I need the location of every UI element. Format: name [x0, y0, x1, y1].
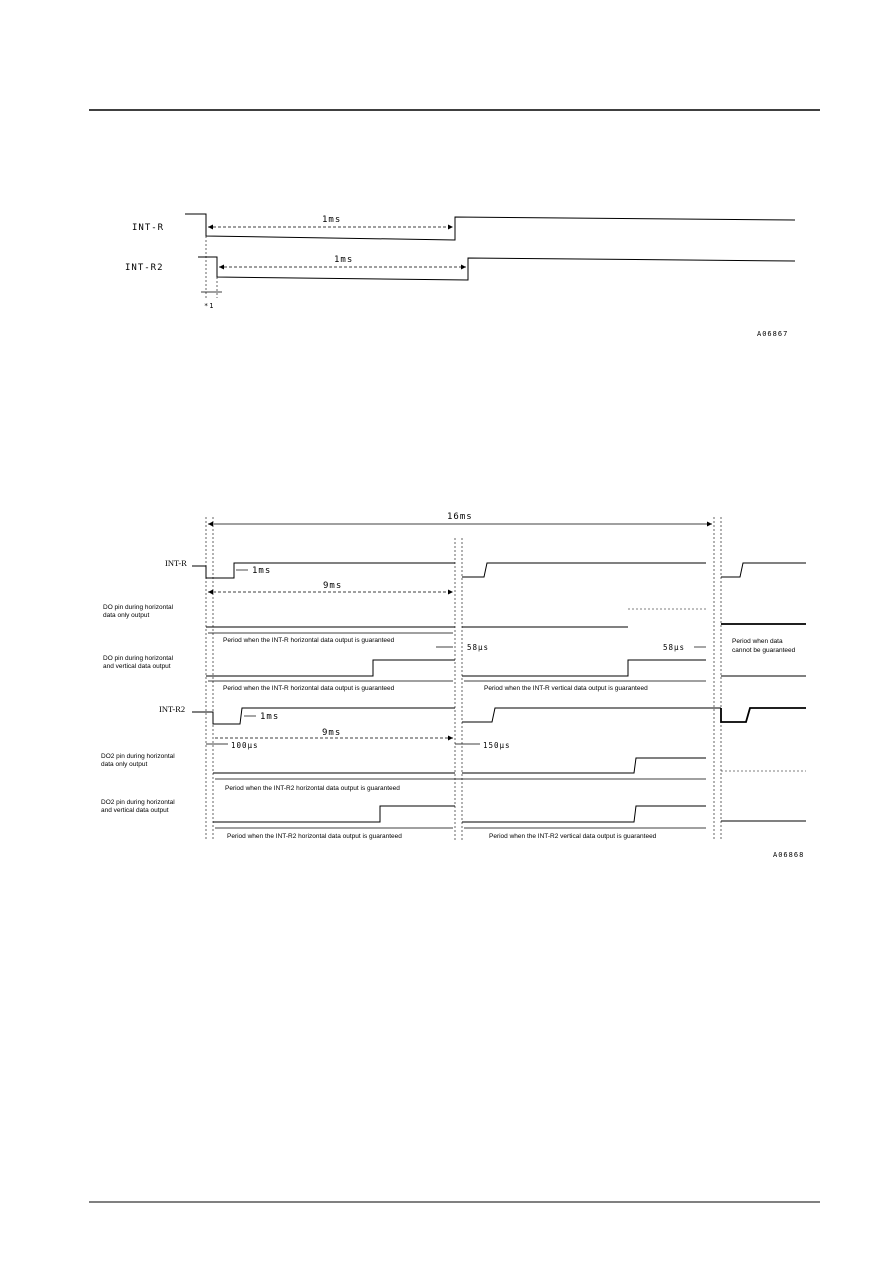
fig1-int-r-dim-arrow-l: [208, 225, 213, 230]
fig2-not-guar-2: cannot be guaranteed: [732, 647, 796, 654]
fig2-not-guar-1: Period when data: [732, 638, 783, 645]
fig2-int-r-waveform: [192, 563, 455, 578]
fig1-int-r2-duration: 1ms: [334, 255, 354, 265]
fig1-delay-mark: *1: [204, 302, 215, 310]
fig2-total-arrow-l: [208, 522, 213, 527]
figure-1-timing-diagram: [125, 214, 795, 338]
fig2-int-r-v-guar: Period when the INT-R vertical data output is guaranteed: [484, 685, 648, 692]
fig2-int-r2-period: 9ms: [322, 728, 342, 738]
fig2-int-r2-h-guar: Period when the INT-R2 horizontal data output is guaranteed: [225, 785, 400, 792]
fig2-int-r2-v-guar: Period when the INT-R2 vertical data output is guaranteed: [489, 833, 657, 840]
fig2-ref: A06868: [773, 851, 805, 859]
fig2-int-r-period-arrow-r: [448, 590, 453, 595]
fig2-do2-hv-label-1: DO2 pin during horizontal: [101, 799, 175, 806]
fig2-t150: 150µs: [483, 741, 511, 750]
fig2-do-hv-label-1: DO pin during horizontal: [103, 655, 174, 662]
fig2-do-hv-label-2: and vertical data output: [103, 663, 171, 670]
fig2-do-h-label-2: data only output: [103, 612, 150, 619]
fig2-int-r-waveform-3: [721, 563, 806, 577]
fig2-do2-h-waveform-2: [462, 758, 706, 773]
fig2-int-r2-period-arrow-r: [448, 736, 453, 741]
fig2-int-r-label: INT-R: [165, 558, 187, 568]
fig2-int-r-waveform-2: [462, 563, 706, 577]
fig2-do2-h-label-2: data only output: [101, 761, 148, 768]
fig2-int-r-h-guar2: Period when the INT-R horizontal data output is guaranteed: [223, 685, 395, 692]
fig2-t100: 100µs: [231, 741, 259, 750]
fig2-int-r-pulse: 1ms: [252, 566, 272, 576]
fig1-int-r-waveform: [185, 214, 795, 240]
fig2-do-h-label-1: DO pin during horizontal: [103, 604, 174, 611]
fig2-total-arrow-r: [707, 522, 712, 527]
fig2-int-r2-waveform: [192, 708, 455, 724]
fig2-int-r2-waveform-3: [721, 708, 806, 722]
fig2-do-hv-waveform-2: [462, 660, 706, 676]
figure-2-timing-diagram: [101, 512, 806, 859]
fig1-int-r-duration: 1ms: [322, 215, 342, 225]
fig1-int-r-label: INT-R: [132, 223, 165, 233]
fig2-total-duration: 16ms: [447, 512, 473, 522]
fig1-int-r2-label: INT-R2: [125, 263, 164, 273]
fig2-int-r-period-arrow-l: [208, 590, 213, 595]
fig1-int-r-dim-arrow-r: [448, 225, 453, 230]
fig2-do2-hv-label-2: and vertical data output: [101, 807, 169, 814]
fig2-int-r2-label: INT-R2: [159, 704, 186, 714]
fig2-t58-a: 58µs: [467, 643, 490, 652]
fig2-do-hv-waveform: [206, 660, 455, 676]
fig1-ref: A06867: [757, 330, 789, 338]
fig2-int-r-h-guar: Period when the INT-R horizontal data output is guaranteed: [223, 637, 395, 644]
fig1-int-r2-dim-arrow-r: [461, 265, 466, 270]
fig2-int-r2-waveform-2: [462, 708, 721, 722]
fig2-t58-b: 58µs: [663, 643, 686, 652]
fig2-int-r-period: 9ms: [323, 581, 343, 591]
fig2-do2-hv-waveform: [213, 806, 455, 822]
fig2-int-r2-pulse: 1ms: [260, 712, 280, 722]
fig2-do2-hv-waveform-2: [462, 806, 706, 822]
fig2-do2-h-label-1: DO2 pin during horizontal: [101, 753, 175, 760]
fig2-int-r2-h-guar2: Period when the INT-R2 horizontal data output is guaranteed: [227, 833, 402, 840]
fig1-int-r2-waveform: [198, 257, 795, 280]
fig1-int-r2-dim-arrow-l: [219, 265, 224, 270]
